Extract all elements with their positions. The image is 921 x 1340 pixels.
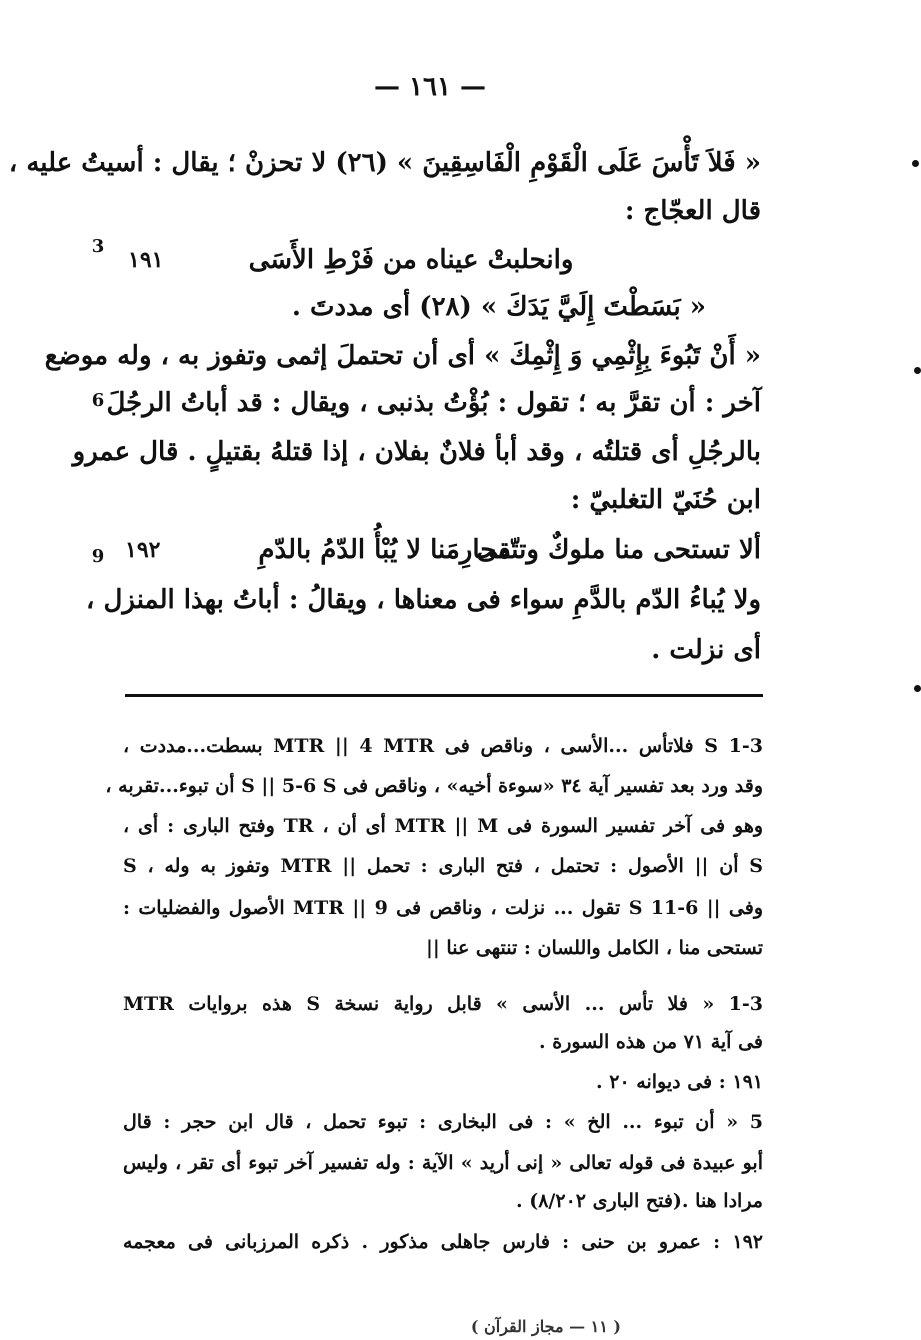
verse-191: وانحلبتْ عيناه من فَرْطِ الأَسَى [248, 245, 574, 275]
margin-dot [914, 685, 921, 692]
variant-note-5: وفى || S 11-6 تقول ... نزلت ، وناقص فى MTR || 9 الأصول والفضليات : [123, 897, 764, 919]
verse-192-second: محارِمَنا لا يُبْأُ الدّمُ بالدّمِ [258, 535, 511, 565]
text-line-10: ولا يُباءُ الدّم بالدَّمِ سواء فى معناها ، ويقالُ : أباتُ بهذا المنزل ، [86, 585, 761, 615]
margin-number-3: 3 [91, 236, 105, 257]
text-line-5: « أَنْ تَبُوءَ بِإِثْمِي وَ إِثْمِكَ » أى أن تحتملَ إثمى وتفوز به ، وله موضع [44, 341, 761, 371]
variant-note-6: تستحى منا ، الكامل واللسان : تنتهى عنا || [425, 937, 763, 959]
note-4: 5 « أن تبوء ... الخ » : فى البخارى : تبوء تحمل ، قال ابن حجر : قال [123, 1111, 763, 1133]
page-number: — ١٦١ — [373, 72, 487, 102]
margin-number-9: 9 [91, 546, 105, 567]
footnote-separator [125, 694, 763, 697]
note-6: مرادا هنا .(فتح البارى ٨/٢٠٢) . [515, 1190, 763, 1212]
text-line-6: آخر : أن تقرَّ به ؛ تقول : بُؤْتُ بذنبى ، ويقال : قد أباتُ الرجُلَ [106, 388, 761, 418]
text-line-8: ابن حُنَيّ التغلبيّ : [570, 485, 761, 515]
note-5: أبو عبيدة فى قوله تعالى « إنى أريد » الآية : وله تفسير آخر تبوء أى تقر ، وليس [123, 1152, 763, 1174]
variant-note-2: وقد ورد بعد تفسير آية ٣٤ «سوءة أخيه» ، وناقص فى S || 5-6 S أن تبوء...تقربه ، [105, 775, 763, 797]
note-3: ١٩١ : فى ديوانه ٢٠ . [596, 1071, 763, 1093]
note-1: 1-3 « فلا تأس ... الأسى » قابل رواية نسخة S هذه بروايات MTR [123, 993, 763, 1015]
signature-line: ( ١١ — مجاز القرآن ) [470, 1317, 621, 1336]
margin-dot [914, 367, 921, 374]
text-line-11: أى نزلت . [651, 635, 761, 665]
verse-192-first: ألا تستحى منا ملوكٌ وتتّقى [476, 535, 761, 565]
note-2: فى آية ٧١ من هذه السورة . [539, 1031, 763, 1053]
variant-note-3: وهو فى آخر تفسير السورة فى MTR || M أى أن ، TR وفتح البارى : أى ، [123, 815, 764, 837]
text-line-7: بالرجُلِ أى قتلتُه ، وقد أبأ فلانٌ بفلان ، إذا قتلهُ بقتيلٍ . قال عمرو [72, 437, 761, 467]
text-line-2: قال العجّاج : [624, 196, 761, 226]
margin-number-6: 6 [91, 390, 105, 411]
verse-number-192: ١٩٢ [125, 537, 161, 563]
variant-note-1: 1-3 S فلاتأس ...الأسى ، وناقص فى MTR || 4 MTR بسطت...مددت ، [123, 735, 763, 757]
margin-dot [912, 160, 919, 167]
variant-note-4: S أن || الأصول : تحتمل ، فتح البارى : تحمل || MTR وتفوز به وله ، S [123, 855, 763, 877]
text-line-1: « فَلاَ تَأْسَ عَلَى الْقَوْمِ الْفَاسِقِينَ » (٢٦) لا تحزنْ ؛ يقال : أسيتُ عليه ، [8, 148, 761, 178]
text-line-4: « بَسَطْتَ إِلَيَّ يَدَكَ » (٢٨) أى مددتَ . [291, 292, 706, 322]
note-7: ١٩٢ : عمرو بن حنى : فارس جاهلى مذكور . ذكره المرزبانى فى معجمه [123, 1231, 763, 1253]
verse-number-191: ١٩١ [128, 247, 164, 273]
